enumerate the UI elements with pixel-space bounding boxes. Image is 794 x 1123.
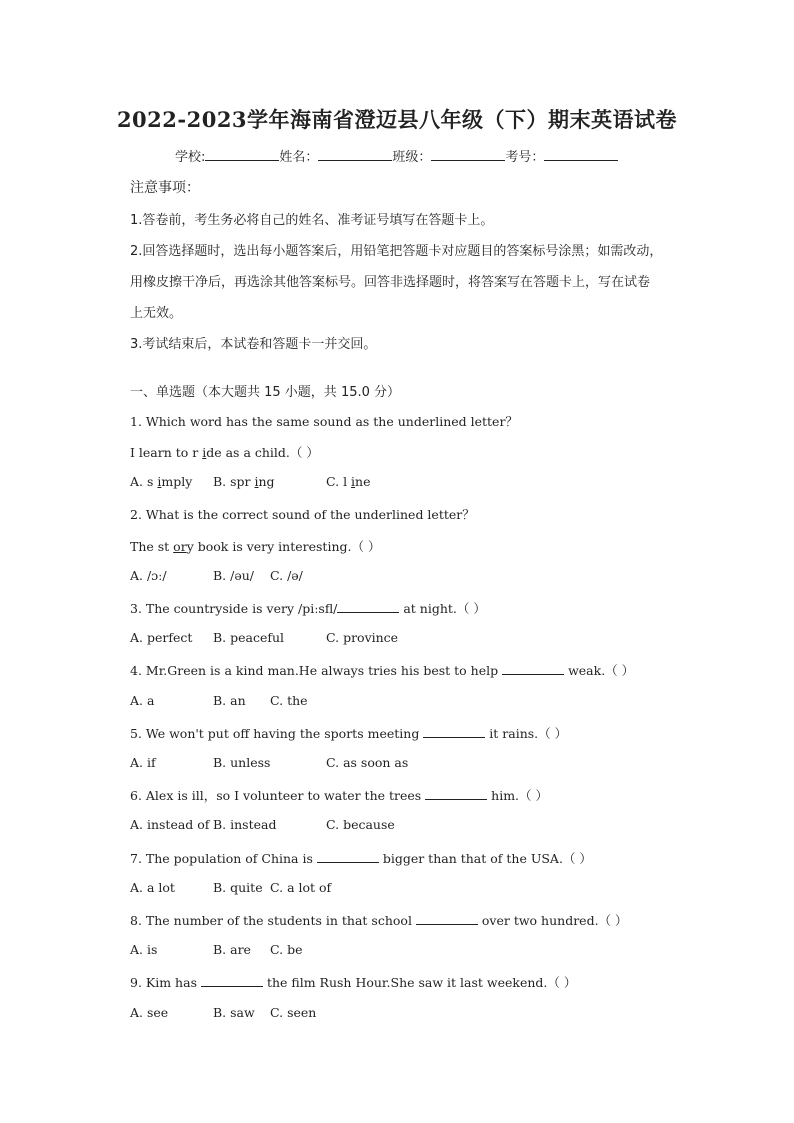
answer-blank bbox=[416, 913, 478, 925]
section-heading: 一、单选题（本大题共 15 小题，共 15.0 分） bbox=[130, 385, 401, 400]
q6-option-b[interactable]: B. instead bbox=[213, 817, 277, 832]
q5-option-c[interactable]: C. as soon as bbox=[326, 755, 409, 770]
q1-option-a[interactable]: A. s imply bbox=[130, 474, 193, 489]
q8-option-a[interactable]: A. is bbox=[130, 942, 158, 957]
notice-item-2-line-2: 用橡皮擦干净后，再选涂其他答案标号。回答非选择题时，将答案写在答题卡上，写在试卷 bbox=[130, 275, 651, 290]
q4-option-c[interactable]: C. the bbox=[270, 693, 308, 708]
q6-option-a[interactable]: A. instead of bbox=[130, 817, 210, 832]
underlined-letter: i bbox=[202, 445, 207, 460]
q7-stem: 7. The population of China is bigger than that of the USA.（ ） bbox=[130, 851, 592, 866]
q9-option-a[interactable]: A. see bbox=[130, 1005, 169, 1020]
answer-blank bbox=[201, 975, 263, 987]
q8-option-b[interactable]: B. are bbox=[213, 942, 251, 957]
q1-stem: 1. Which word has the same sound as the underlined letter？ bbox=[130, 414, 518, 429]
notice-heading: 注意事项： bbox=[130, 180, 200, 196]
q4-option-a[interactable]: A. a bbox=[130, 693, 155, 708]
q5-option-a[interactable]: A. if bbox=[130, 755, 156, 770]
q4-stem: 4. Mr.Green is a kind man.He always tries his best to help weak.（ ） bbox=[130, 663, 635, 678]
q2-option-b[interactable]: B. /əu/ bbox=[213, 568, 255, 583]
exam-no-label: 考号： bbox=[505, 150, 545, 165]
q7-option-b[interactable]: B. quite bbox=[213, 880, 263, 895]
q5-stem: 5. We won't put off having the sports meeting it rains.（ ） bbox=[130, 726, 568, 741]
answer-blank bbox=[423, 726, 485, 738]
q3-option-a[interactable]: A. perfect bbox=[130, 630, 193, 645]
page-title: 2022-2023学年海南省澄迈县八年级（下）期末英语试卷 bbox=[116, 107, 678, 132]
q1-option-c[interactable]: C. l ine bbox=[326, 474, 371, 489]
school-label: 学校: bbox=[175, 150, 206, 165]
exam-no-blank bbox=[544, 148, 618, 161]
q2-sentence: The st ory book is very interesting.（ ） bbox=[130, 539, 381, 554]
q2-stem: 2. What is the correct sound of the underlined letter？ bbox=[130, 507, 475, 522]
answer-blank bbox=[337, 601, 399, 613]
q3-option-c[interactable]: C. province bbox=[326, 630, 399, 645]
notice-item-2-line-1: 2.回答选择题时，选出每小题答案后，用铅笔把答题卡对应题目的答案标号涂黑；如需改动， bbox=[130, 244, 663, 259]
notice-item-3: 3.考试结束后，本试卷和答题卡一并交回。 bbox=[130, 337, 377, 352]
q7-option-c[interactable]: C. a lot of bbox=[270, 880, 332, 895]
q1-option-b[interactable]: B. spr ing bbox=[213, 474, 275, 489]
q7-option-a[interactable]: A. a lot bbox=[130, 880, 175, 895]
notice-item-1: 1.答卷前，考生务必将自己的姓名、准考证号填写在答题卡上。 bbox=[130, 213, 494, 228]
q2-option-a[interactable]: A. /ɔː/ bbox=[130, 568, 167, 583]
answer-blank bbox=[502, 663, 564, 675]
student-info-line bbox=[175, 146, 618, 165]
q8-option-c[interactable]: C. be bbox=[270, 942, 303, 957]
answer-blank bbox=[425, 788, 487, 800]
q8-stem: 8. The number of the students in that school over two hundred.（ ） bbox=[130, 913, 628, 928]
q9-stem: 9. Kim has the film Rush Hour.She saw it last weekend.（ ） bbox=[130, 975, 577, 990]
q5-option-b[interactable]: B. unless bbox=[213, 755, 271, 770]
q3-stem: 3. The countryside is very /piːsfl/ at night.（ ） bbox=[130, 601, 486, 616]
q1-sentence: I learn to r ide as a child.（ ） bbox=[130, 445, 319, 460]
underlined-letter: or bbox=[173, 539, 187, 554]
class-label: 班级： bbox=[392, 150, 432, 165]
q3-option-b[interactable]: B. peaceful bbox=[213, 630, 285, 645]
q9-option-c[interactable]: C. seen bbox=[270, 1005, 317, 1020]
school-blank bbox=[205, 148, 279, 161]
q2-option-c[interactable]: C. /ə/ bbox=[270, 568, 303, 583]
q6-option-c[interactable]: C. because bbox=[326, 817, 395, 832]
q9-option-b[interactable]: B. saw bbox=[213, 1005, 255, 1020]
notice-item-2-line-3: 上无效。 bbox=[130, 306, 183, 321]
name-blank bbox=[318, 148, 392, 161]
q6-stem: 6. Alex is ill，so I volunteer to water the trees him.（ ） bbox=[130, 788, 549, 803]
answer-blank bbox=[317, 851, 379, 863]
q4-option-b[interactable]: B. an bbox=[213, 693, 246, 708]
class-blank bbox=[431, 148, 505, 161]
name-label: 姓名： bbox=[279, 150, 319, 165]
